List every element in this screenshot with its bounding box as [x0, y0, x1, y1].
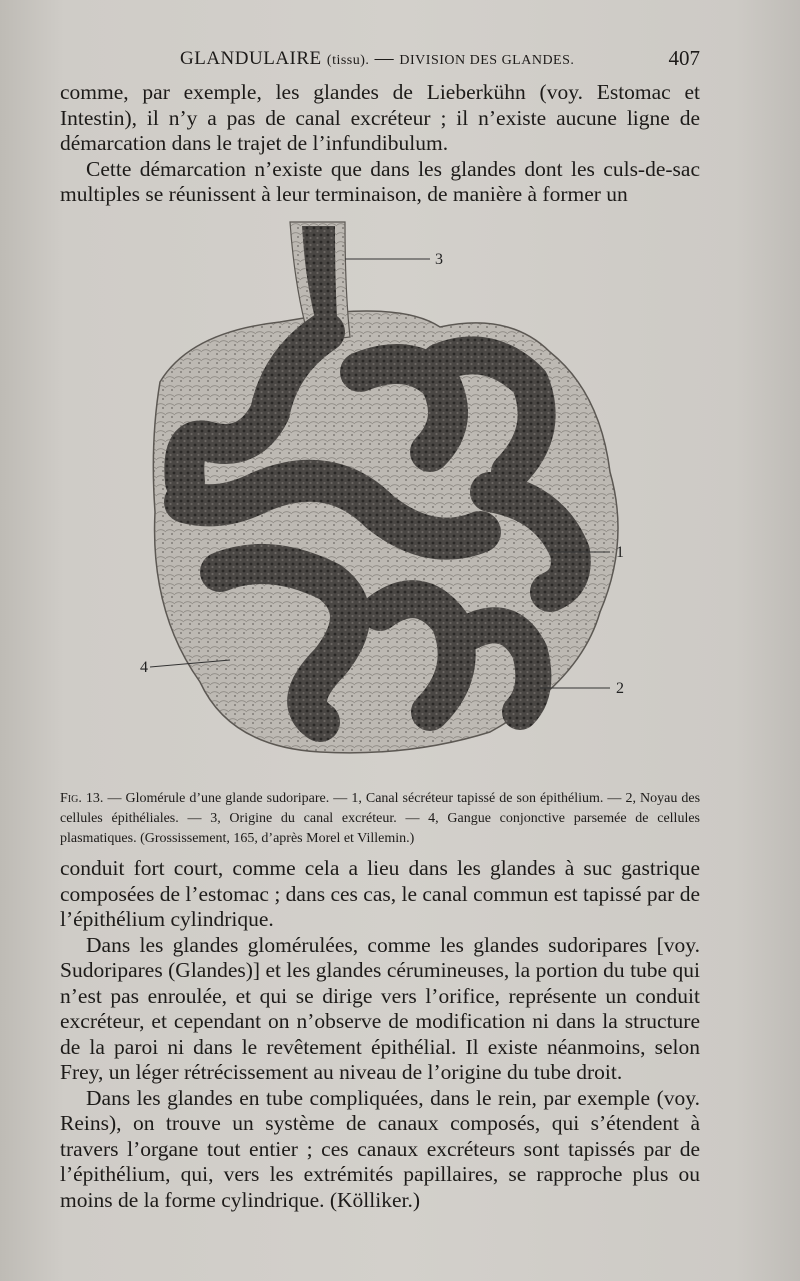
callout-label-1: 1 — [616, 544, 624, 561]
callout-label-4: 4 — [140, 659, 148, 676]
header-section: DIVISION DES GLANDES. — [399, 53, 575, 68]
running-header — [60, 46, 700, 74]
header-title-main: GLANDULAIRE — [180, 48, 322, 69]
paragraph: Dans les glandes en tube compliquées, dans le rein, par exemple (voy. Reins), on trouve un système de canaux composés, qui s’étendent à travers l’organe tout entier ; ces canaux excréteurs sont tapissés par de l’épithélium, qui, vers les extrémités papillaires, se rapproche plus ou moins de la forme cylindrique. (Kölliker.) — [60, 1085, 700, 1212]
paragraph: conduit fort court, comme cela a lieu dans les glandes à suc gastrique composées de l’estomac ; dans ces cas, le canal commun est tapissé par de l’épithélium cylindrique. — [60, 856, 700, 931]
caption-text: — Glomérule d’une glande sudoripare. — 1, Canal sécréteur tapissé de son épithélium. — 2, Noyau des cellules épithéliales. — 3, Origine du canal excréteur. — 4, Gangue conjonctive parsemée de cellules plasmatiques. (Grossissement, 165, d’après Morel et Villemin.) — [60, 791, 701, 846]
callout-label-2: 2 — [616, 680, 624, 697]
paragraph: comme, par exemple, les glandes de Lieberkühn (voy. Estomac et Intestin), il n’y a pas de canal excréteur ; il n’existe aucune ligne de démarcation dans le trajet de l’infundibulum. — [60, 80, 700, 155]
glomerule-illustration — [130, 212, 660, 782]
paragraph: Cette démarcation n’existe que dans les glandes dont les culs-de-sac multiples se réunissent à leur terminaison, de manière à former un — [60, 156, 700, 206]
body-text-top — [60, 80, 700, 208]
page-number: 407 — [668, 46, 700, 70]
paragraph: Dans les glandes glomérulées, comme les glandes sudoripares [voy. Sudoripares (Glandes)] et les glandes cérumineuses, la portion du tube qui n’est pas enroulée, et qui se dirige vers l’orifice, représente un conduit excréteur, et cependant on n’observe de modification ni dans la structure de la paroi ni dans le revêtement épithélial. Il existe néanmoins, selon Frey, un léger rétrécissement au niveau de l’origine du tube droit. — [60, 932, 700, 1084]
callout-label-3: 3 — [435, 251, 443, 268]
glomerule-drawing — [130, 212, 660, 782]
header-title-small: (tissu). — [326, 53, 370, 68]
caption-label: Fig. 13. — [60, 791, 104, 806]
header-dash: — — [374, 48, 395, 69]
figure-caption — [60, 789, 700, 849]
body-text-bottom — [60, 856, 700, 1213]
running-title — [180, 48, 574, 70]
